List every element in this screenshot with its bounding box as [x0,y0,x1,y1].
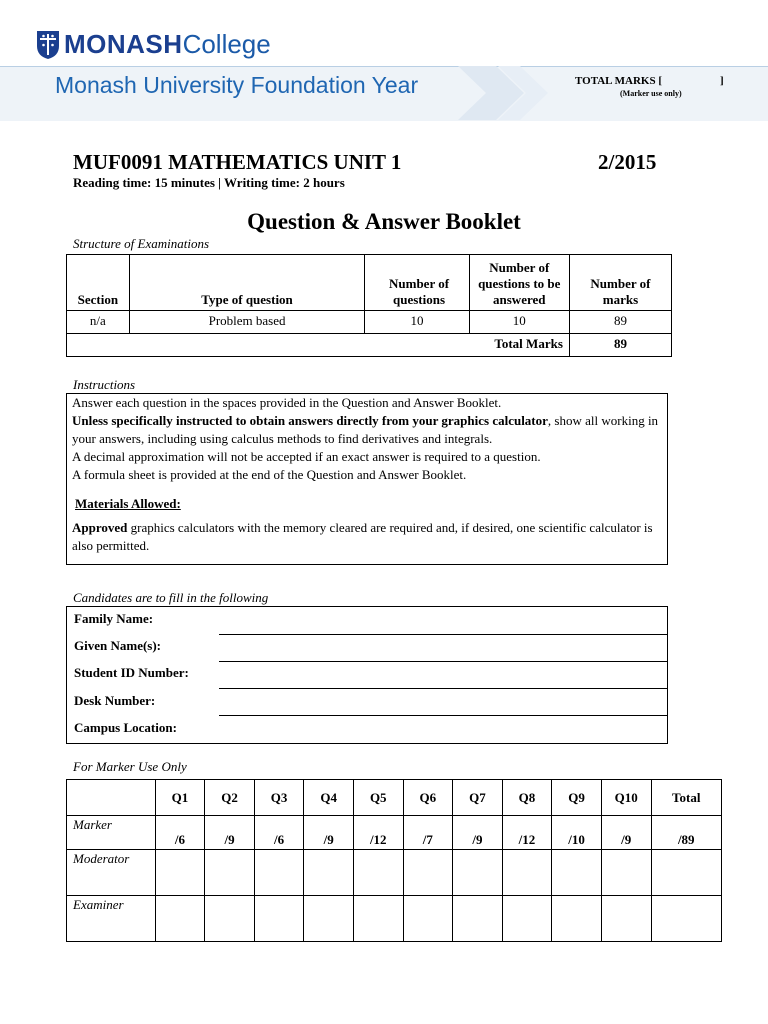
header-cell: Q3 [254,780,304,816]
score-cell[interactable]: /9 [601,816,651,850]
given-name-label: Given Name(s): [74,638,162,653]
header-cell: Type of question [129,255,365,311]
table-row [67,816,722,850]
header-cell: Q10 [601,780,651,816]
score-cell[interactable] [254,896,304,942]
materials-heading: Materials Allowed: [75,496,181,511]
header-cell: Number of questions to be answered [469,255,569,311]
marker-table [66,779,722,942]
table-cell: 10 [469,311,569,334]
row-label: Marker [67,816,156,850]
header-cell: Q5 [353,780,403,816]
total-marks-label: TOTAL MARKS [ [575,75,662,87]
instruction-line [72,412,662,448]
header-cell: Total [651,780,721,816]
brand-primary: MONASH [64,29,183,59]
score-cell[interactable]: /9 [205,816,255,850]
structure-caption: Structure of Examinations [73,236,210,251]
desk-number-label: Desk Number: [74,693,156,708]
candidate-details-box [66,606,668,744]
program-title: Monash University Foundation Year [55,72,419,98]
score-cell[interactable]: /12 [353,816,403,850]
instructions-box [66,393,668,565]
header-cell: Number of questions [365,255,469,311]
header-cell: Q1 [155,780,205,816]
student-id-label: Student ID Number: [74,665,189,680]
instruction-line: Answer each question in the spaces provided in the Question and Answer Booklet. [72,395,502,410]
materials-text [72,519,662,555]
given-name-field[interactable] [219,634,667,635]
score-cell[interactable]: /10 [552,816,602,850]
score-cell[interactable] [254,850,304,896]
marker-use-only-note: (Marker use only) [620,89,682,98]
score-cell[interactable]: /9 [304,816,354,850]
table-row [67,896,722,942]
instruction-emphasis: Unless specifically instructed to obtain answers directly from your graphics calculator [72,413,548,428]
header-cell: Q9 [552,780,602,816]
instruction-text: , show all working in your answers, including using calculus methods to find derivatives and integrals. [72,413,659,446]
time-info: Reading time: 15 minutes | Writing time: 2 hours [73,175,345,190]
score-cell[interactable] [205,896,255,942]
score-cell[interactable] [403,850,453,896]
score-cell[interactable] [353,896,403,942]
campus-location-label: Campus Location: [74,720,177,735]
campus-location-field[interactable] [219,715,667,716]
header-cell: Section [67,255,130,311]
total-marks-value-cell: 89 [569,334,671,357]
table-row [67,334,672,357]
table-cell: 89 [569,311,671,334]
booklet-title: Question & Answer Booklet [247,209,521,234]
corner-cell [67,780,156,816]
score-cell[interactable] [502,850,552,896]
table-row [67,780,722,816]
header-cell: Number of marks [569,255,671,311]
total-marks-close: ] [720,75,724,87]
monash-shield-icon [36,30,60,60]
total-score-cell[interactable]: /89 [651,816,721,850]
score-cell[interactable] [155,850,205,896]
row-label: Examiner [67,896,156,942]
structure-table [66,254,672,357]
score-cell[interactable] [155,896,205,942]
score-cell[interactable] [353,850,403,896]
instruction-line: A decimal approximation will not be accepted if an exact answer is required to a question. [72,449,541,464]
score-cell[interactable]: /9 [453,816,503,850]
brand-logo [64,28,271,60]
table-row [67,255,672,311]
desk-number-field[interactable] [219,688,667,689]
total-score-cell[interactable] [651,850,721,896]
score-cell[interactable] [601,850,651,896]
brand-secondary: College [182,29,271,59]
table-row [67,311,672,334]
unit-title: MUF0091 MATHEMATICS UNIT 1 [73,150,402,174]
table-cell: Problem based [129,311,365,334]
exam-date: 2/2015 [598,150,657,174]
instruction-line: A formula sheet is provided at the end of the Question and Answer Booklet. [72,467,467,482]
marker-caption: For Marker Use Only [73,759,187,774]
score-cell[interactable] [453,896,503,942]
chevron-decoration-icon [458,66,568,120]
table-cell: 10 [365,311,469,334]
instructions-caption: Instructions [73,377,136,392]
candidates-caption: Candidates are to fill in the following [73,590,269,605]
header-cell: Q4 [304,780,354,816]
table-cell: n/a [67,311,130,334]
score-cell[interactable]: /6 [254,816,304,850]
score-cell[interactable] [502,896,552,942]
header-cell: Q6 [403,780,453,816]
score-cell[interactable] [601,896,651,942]
row-label: Moderator [67,850,156,896]
header-cell: Q2 [205,780,255,816]
materials-emphasis: Approved [72,520,128,535]
score-cell[interactable] [304,850,354,896]
family-name-label: Family Name: [74,611,154,626]
materials-rest: graphics calculators with the memory cleared are required and, if desired, one scientific calculator is also permitted. [72,520,653,553]
total-marks-label-cell: Total Marks [67,334,570,357]
table-row [67,850,722,896]
score-cell[interactable] [304,896,354,942]
score-cell[interactable] [552,896,602,942]
total-score-cell[interactable] [651,896,721,942]
score-cell[interactable] [552,850,602,896]
score-cell[interactable] [403,896,453,942]
score-cell[interactable]: /12 [502,816,552,850]
score-cell[interactable] [205,850,255,896]
header-cell: Q8 [502,780,552,816]
score-cell[interactable] [453,850,503,896]
score-cell[interactable]: /6 [155,816,205,850]
score-cell[interactable]: /7 [403,816,453,850]
header-cell: Q7 [453,780,503,816]
student-id-field[interactable] [219,661,667,662]
